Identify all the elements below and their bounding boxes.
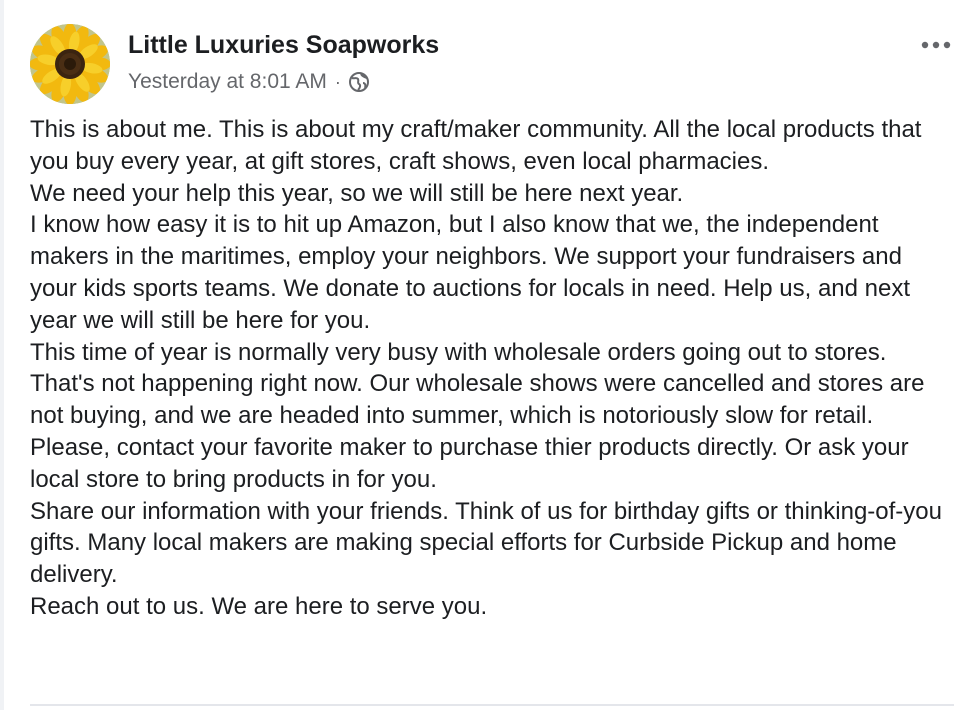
post-meta <box>128 70 370 94</box>
post-paragraph: Reach out to us. We are here to serve you. <box>30 592 488 620</box>
more-options-icon <box>921 41 951 49</box>
post-paragraph: Share our information with your friends. Think of us for birthday gifts or thinking-of-you gifts. Many local makers are making special efforts for Curbside Pickup and home delivery. <box>30 497 942 589</box>
post-author-name[interactable]: Little Luxuries Soapworks <box>128 31 440 59</box>
post-paragraph: This time of year is normally very busy with wholesale orders going out to stores. That's not happening right now. Our wholesale shows were cancelled and stores are not buying, and we are headed into summer, which is notoriously slow for retail. <box>30 338 925 430</box>
sunflower-icon <box>30 24 110 104</box>
post-timestamp[interactable]: Yesterday at 8:01 AM <box>128 70 327 93</box>
frame-edge <box>0 0 4 710</box>
sunflower-avatar[interactable] <box>30 24 110 104</box>
post-paragraph: I know how easy it is to hit up Amazon, but I also know that we, the independent makers in the maritimes, employ your neighbors. We support your fundraisers and your kids sports teams. We donate to auctions for locals in need. Help us, and next year we will still be here for you. <box>30 211 911 334</box>
post-body <box>30 114 954 623</box>
post-paragraph: Please, contact your favorite maker to purchase thier products directly. Or ask your local store to bring products in for you. <box>30 433 909 493</box>
post-paragraph: This is about me. This is about my craft/maker community. All the local products that you buy every year, at gift stores, craft shows, even local pharmacies. <box>30 116 922 175</box>
post-paragraph: We need your help this year, so we will still be here next year. <box>30 179 684 207</box>
post-divider <box>30 704 954 706</box>
more-options-button[interactable] <box>918 32 954 58</box>
meta-separator: · <box>334 71 341 92</box>
globe-icon[interactable] <box>348 71 370 93</box>
